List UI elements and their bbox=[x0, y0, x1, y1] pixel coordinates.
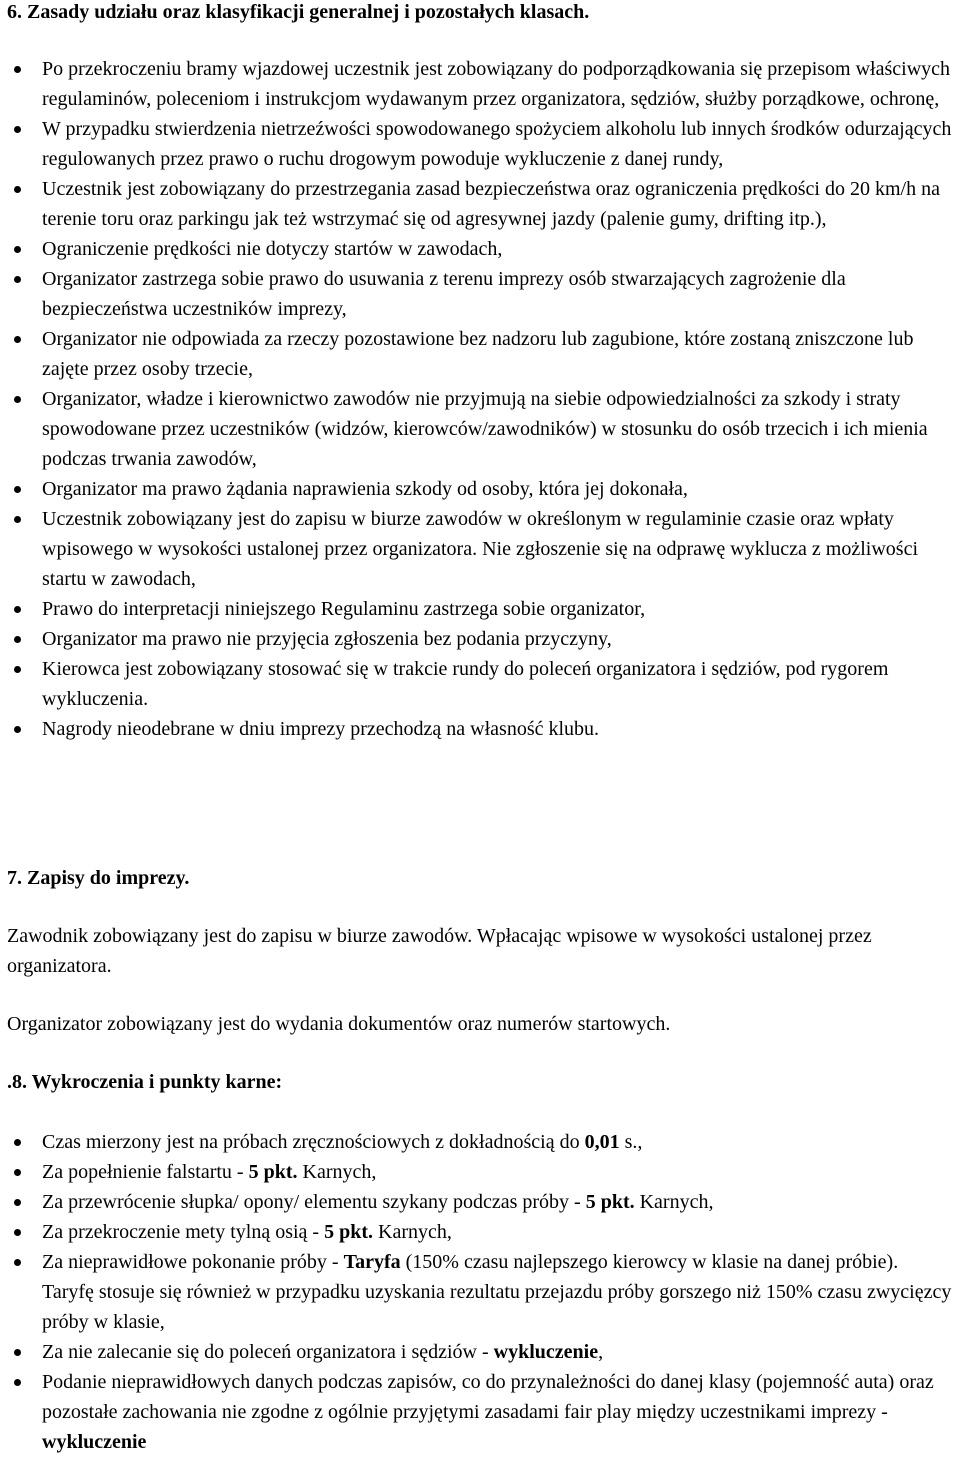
bullet-icon bbox=[14, 1259, 21, 1266]
list-item: Kierowca jest zobowiązany stosować się w trakcie rundy do poleceń organizatora i sędziów, pod rygorem wykluczenia. bbox=[0, 654, 960, 714]
bullet-icon bbox=[14, 516, 21, 523]
bullet-icon bbox=[14, 1169, 21, 1176]
list-item: Organizator nie odpowiada za rzeczy pozostawione bez nadzoru lub zagubione, które zostaną zniszczone lub zajęte przez osoby trzecie, bbox=[0, 324, 960, 384]
bullet-icon bbox=[14, 186, 21, 193]
list-item: Ograniczenie prędkości nie dotyczy startów w zawodach, bbox=[0, 234, 960, 264]
list-item: Uczestnik jest zobowiązany do przestrzegania zasad bezpieczeństwa oraz ograniczenia prędkości do 20 km/h na terenie toru oraz parkingu jak też wstrzymać się od agresywnej jazdy (palenie gumy, drifting itp.), bbox=[0, 174, 960, 234]
section-8-list bbox=[0, 1127, 960, 1457]
bullet-icon bbox=[14, 1229, 21, 1236]
section-6-heading: 6. Zasady udziału oraz klasyfikacji generalnej i pozostałych klasach. bbox=[7, 1, 590, 23]
bullet-icon bbox=[14, 66, 21, 73]
bullet-icon bbox=[14, 396, 21, 403]
bullet-icon bbox=[14, 276, 21, 283]
section-7-paragraph-2: Organizator zobowiązany jest do wydania dokumentów oraz numerów startowych. bbox=[7, 1013, 671, 1035]
list-item: Prawo do interpretacji niniejszego Regulaminu zastrzega sobie organizator, bbox=[0, 594, 960, 624]
list-item: Organizator zastrzega sobie prawo do usuwania z terenu imprezy osób stwarzających zagrożenie dla bezpieczeństwa uczestników imprezy, bbox=[0, 264, 960, 324]
list-item: Za popełnienie falstartu - 5 pkt. Karnych, bbox=[0, 1157, 960, 1187]
list-item: Za przewrócenie słupka/ opony/ elementu szykany podczas próby - 5 pkt. Karnych, bbox=[0, 1187, 960, 1217]
bullet-icon bbox=[14, 336, 21, 343]
bullet-icon bbox=[14, 126, 21, 133]
bullet-icon bbox=[14, 1139, 21, 1146]
section-8-heading: .8. Wykroczenia i punkty karne: bbox=[7, 1071, 283, 1093]
list-item: Za przekroczenie mety tylną osią - 5 pkt. Karnych, bbox=[0, 1217, 960, 1247]
list-item: Za nieprawidłowe pokonanie próby - Taryfa (150% czasu najlepszego kierowcy w klasie na danej próbie). Taryfę stosuje się również w przypadku uzyskania rezultatu przejazdu próby gorszego niż 150% czasu zwycięzcy próby w klasie, bbox=[0, 1247, 960, 1337]
list-item: Za nie zalecanie się do poleceń organizatora i sędziów - wykluczenie, bbox=[0, 1337, 960, 1367]
bullet-icon bbox=[14, 1379, 21, 1386]
list-item: Organizator ma prawo żądania naprawienia szkody od osoby, która jej dokonała, bbox=[0, 474, 960, 504]
bullet-icon bbox=[14, 486, 21, 493]
section-6-list bbox=[0, 54, 960, 744]
list-item: Organizator ma prawo nie przyjęcia zgłoszenia bez podania przyczyny, bbox=[0, 624, 960, 654]
bullet-icon bbox=[14, 636, 21, 643]
list-item: Uczestnik zobowiązany jest do zapisu w biurze zawodów w określonym w regulaminie czasie oraz wpłaty wpisowego w wysokości ustalonej przez organizatora. Nie zgłoszenie się na odprawę wyklucza z możliwości startu w zawodach, bbox=[0, 504, 960, 594]
bullet-icon bbox=[14, 606, 21, 613]
list-item: W przypadku stwierdzenia nietrzeźwości spowodowanego spożyciem alkoholu lub innych środków odurzających regulowanych przez prawo o ruchu drogowym powoduje wykluczenie z danej rundy, bbox=[0, 114, 960, 174]
bullet-icon bbox=[14, 726, 21, 733]
list-item: Podanie nieprawidłowych danych podczas zapisów, co do przynależności do danej klasy (pojemność auta) oraz pozostałe zachowania nie zgodne z ogólnie przyjętymi zasadami fair play między uczestnikami imprezy - wykluczenie bbox=[0, 1367, 960, 1457]
bullet-icon bbox=[14, 246, 21, 253]
bullet-icon bbox=[14, 1349, 21, 1356]
list-item: Nagrody nieodebrane w dniu imprezy przechodzą na własność klubu. bbox=[0, 714, 960, 744]
bullet-icon bbox=[14, 666, 21, 673]
list-item: Czas mierzony jest na próbach zręcznościowych z dokładnością do 0,01 s., bbox=[0, 1127, 960, 1157]
list-item: Organizator, władze i kierownictwo zawodów nie przyjmują na siebie odpowiedzialności za szkody i straty spowodowane przez uczestników (widzów, kierowców/zawodników) w stosunku do osób trzecich i ich mienia podczas trwania zawodów, bbox=[0, 384, 960, 474]
list-item: Po przekroczeniu bramy wjazdowej uczestnik jest zobowiązany do podporządkowania się przepisom właściwych regulaminów, poleceniom i instrukcjom wydawanym przez organizatora, sędziów, służby porządkowe, ochronę, bbox=[0, 54, 960, 114]
bullet-icon bbox=[14, 1199, 21, 1206]
section-7-paragraph-1: Zawodnik zobowiązany jest do zapisu w biurze zawodów. Wpłacając wpisowe w wysokości ustalonej przez organizatora. bbox=[7, 925, 872, 977]
section-7-heading: 7. Zapisy do imprezy. bbox=[7, 867, 190, 889]
